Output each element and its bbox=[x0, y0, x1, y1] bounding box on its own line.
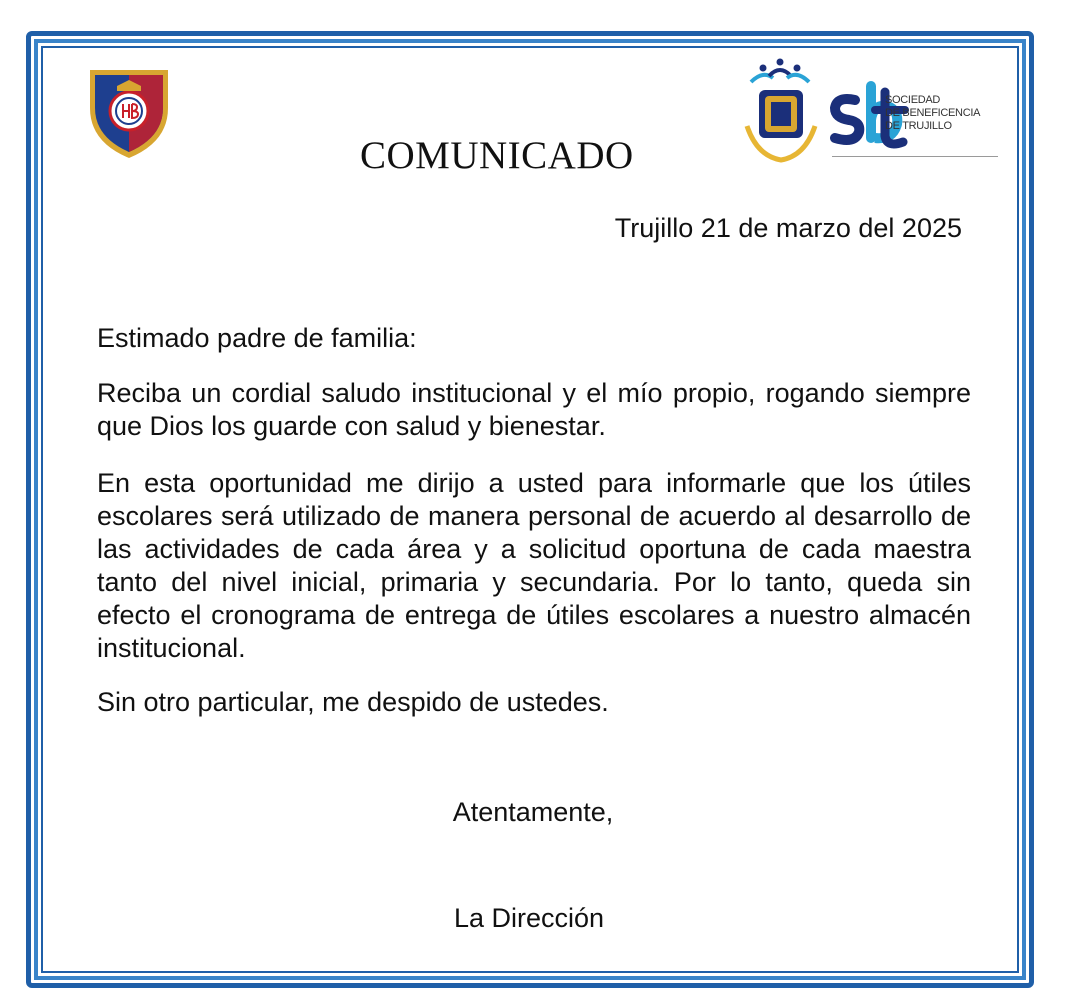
sbt-logo-text bbox=[885, 94, 980, 133]
sbt-logo-underline bbox=[832, 156, 998, 157]
signature: La Dirección bbox=[453, 903, 605, 933]
sbt-logo-line-1: SOCIEDAD bbox=[885, 94, 941, 106]
paragraph-announcement: En esta oportunidad me dirijo a usted para informarle que los útiles escolares será utilizado de manera personal de acuerdo al desarrollo de las actividades de cada área y a solicitud oportuna de cada maestra tanto del nivel inicial, primaria y secundaria. Por lo tanto, queda sin efecto el cronograma de entrega de útiles escolares a nuestro almacén institucional. bbox=[97, 468, 971, 663]
school-crest-icon bbox=[84, 64, 174, 160]
greeting: Estimado padre de familia: bbox=[97, 323, 417, 353]
date-line: Trujillo 21 de marzo del 2025 bbox=[614, 213, 962, 243]
sbt-logo-line-3: DE TRUJILLO bbox=[885, 120, 952, 132]
sbt-logo-line-2: DE BENEFICENCIA bbox=[885, 107, 981, 119]
closing-line: Sin otro particular, me despido de ustedes. bbox=[97, 687, 609, 717]
paragraph-greeting: Reciba un cordial saludo institucional y el mío propio, rogando siempre que Dios los guarde con salud y bienestar. bbox=[97, 378, 971, 441]
document-title: COMUNICADO bbox=[360, 134, 634, 177]
sign-off: Atentamente, bbox=[452, 797, 614, 827]
